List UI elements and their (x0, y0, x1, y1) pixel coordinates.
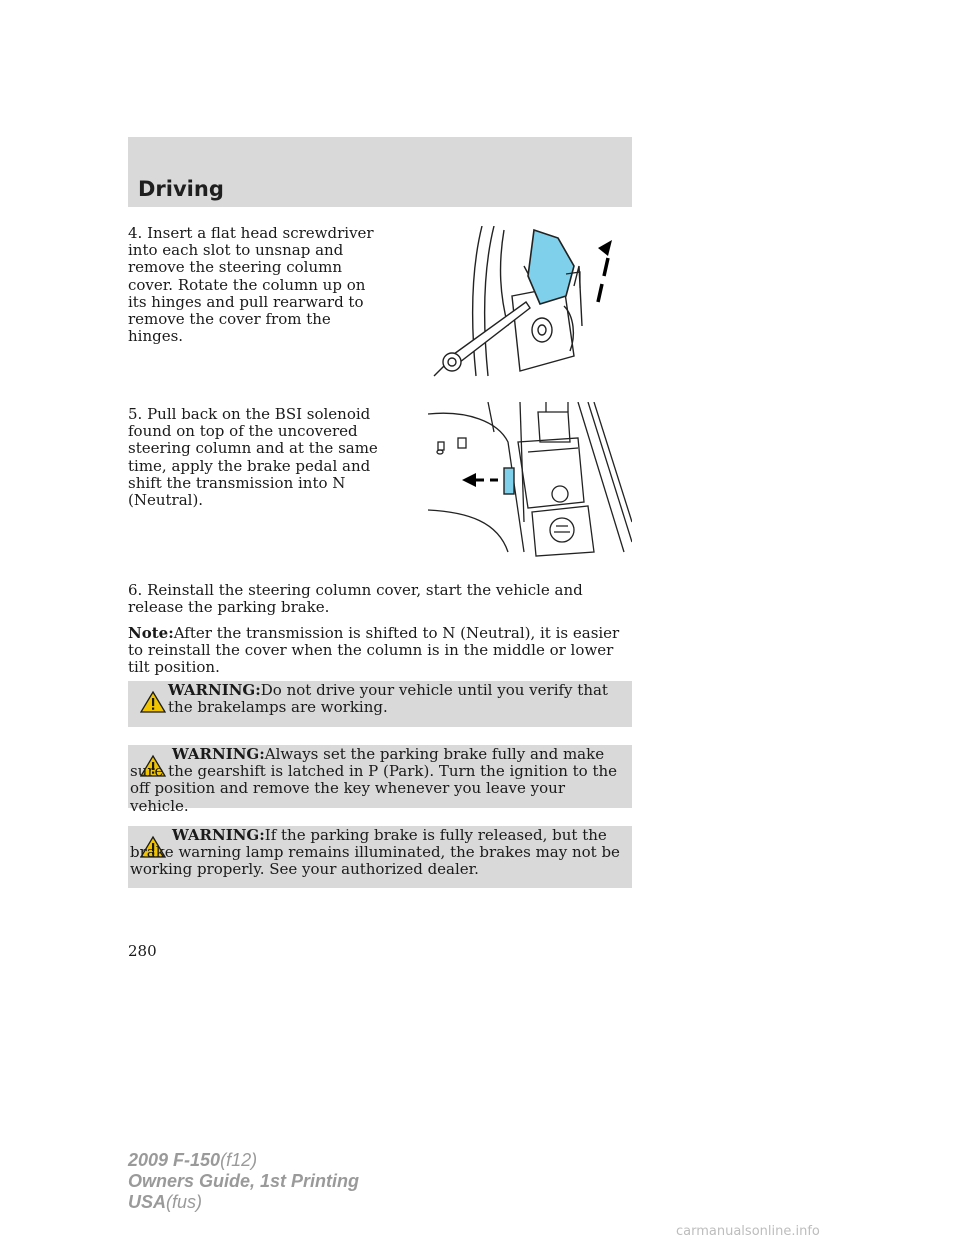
footer-market-code: (fus) (166, 1192, 203, 1212)
footer-model-code: (f12) (220, 1150, 258, 1170)
steering-column-cover-illustration (424, 226, 632, 384)
warning-2-text (130, 746, 622, 815)
warning-box-3 (128, 826, 632, 888)
document-footer (128, 1150, 359, 1213)
warning-2-label: WARNING: (172, 745, 265, 763)
warning-box-2 (128, 745, 632, 815)
warning-3-label: WARNING: (172, 826, 265, 844)
warning-1-body: Do not drive your vehicle until you verify that the brakelamps are working. (168, 681, 608, 717)
warning-box-1 (128, 681, 632, 727)
page-number: 280 (128, 942, 157, 960)
section-header (128, 137, 632, 207)
warning-1-label: WARNING: (168, 681, 261, 699)
note-paragraph (128, 625, 628, 677)
up-arrow-icon (598, 240, 612, 302)
warning-1-text (130, 682, 622, 716)
step-4-text: 4. Insert a flat head screwdriver into each slot to unsnap and remove the steering column cover. Rotate the column up on its hinges and pull rearward to remove the cover from the hinges. (128, 224, 374, 346)
step-6-text: 6. Reinstall the steering column cover, start the vehicle and release the parking brake. (128, 581, 583, 617)
footer-guide: Owners Guide, 1st Printing (128, 1171, 360, 1191)
watermark: carmanualsonline.info (676, 1224, 820, 1239)
note-label: Note: (128, 624, 174, 642)
bsi-solenoid-illustration (428, 402, 632, 558)
left-arrow-icon (462, 473, 498, 487)
footer-market: USA (128, 1192, 167, 1212)
warning-2-body: Always set the parking brake fully and make sure the gearshift is latched in P (Park). Turn the ignition to the off position and remove the key whenever you leave your vehicle. (130, 745, 618, 815)
step-5-text: 5. Pull back on the BSI solenoid found on top of the uncovered steering column and at the same time, apply the brake pedal and shift the transmission into N (Neutral). (128, 405, 378, 510)
warning-3-text (130, 827, 622, 879)
warning-3-body: If the parking brake is fully released, but the brake warning lamp remains illuminated, the brakes may not be working properly. See your authorized dealer. (130, 826, 620, 879)
note-text: After the transmission is shifted to N (Neutral), it is easier to reinstall the cover when the column is in the middle or lower tilt position. (128, 624, 620, 677)
footer-model: 2009 F-150 (128, 1150, 221, 1170)
section-title: Driving (138, 177, 224, 201)
